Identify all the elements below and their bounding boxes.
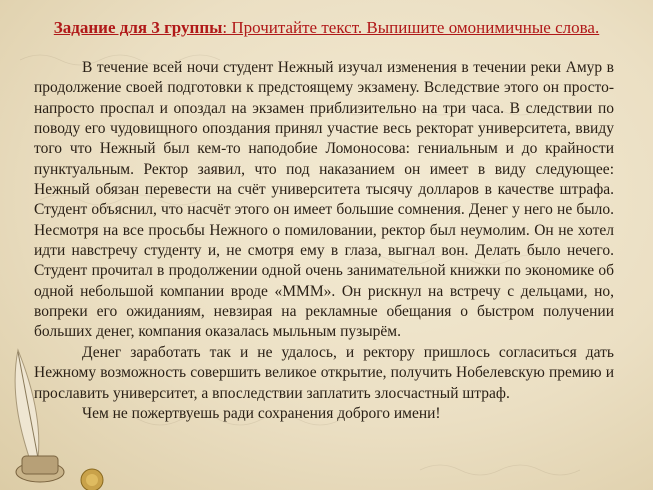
paragraph-2: Денег заработать так и не удалось, и ректору пришлось согласиться дать Нежному возможность совершить великое открытие, получить Нобелевскую премию и прославить университет, а впоследствии заплатить злосчастный штраф. xyxy=(34,343,614,402)
quill-inkwell-icon xyxy=(0,330,110,490)
paragraph-3: Чем не пожертвуешь ради сохранения доброго имени! xyxy=(82,404,441,422)
title-group-label: Задание для 3 группы xyxy=(53,18,223,37)
page-title xyxy=(0,18,653,38)
paragraph-1: В течение всей ночи студент Нежный изучал изменения в течении реки Амур в продолжение своей подготовки к предстоящему экзамену. Вследствие этого он просто-напросто проспал и опоздал на экзамен приблизительно на три часа. В следствии по поводу его чудовищного опоздания принял участие весь ректорат университета, ввиду того что Нежный был кем-то наподобие Ломоносова: гениальным и до крайности пунктуальным. Ректор заявил, что под наказанием он имеет в виду следующее: Нежный обязан перевести на счёт университета тысячу долларов в качестве штрафа. Студент объяснил, что насчёт этого он имеет большие сомнения. Денег у него не было. Несмотря на все просьбы Нежного о помиловании, ректор был неумолим. Он не хотел идти навстречу студенту и, не смотря ему в глаза, выгнал вон. Делать было нечего. Студент прочитал в продолжении одной очень занимательной книжки по экономике об одной небольшой компании вроде «МММ». Он рискнул на встречу с дельцами, но, вопреки его ожиданиям, невзирая на рекламные обещания о быстром получении больших денег, компания оказалась мыльным пузырём. xyxy=(34,59,614,341)
body-text xyxy=(34,58,614,424)
title-instruction: : Прочитайте текст. Выпишите омонимичные слова. xyxy=(222,18,600,37)
